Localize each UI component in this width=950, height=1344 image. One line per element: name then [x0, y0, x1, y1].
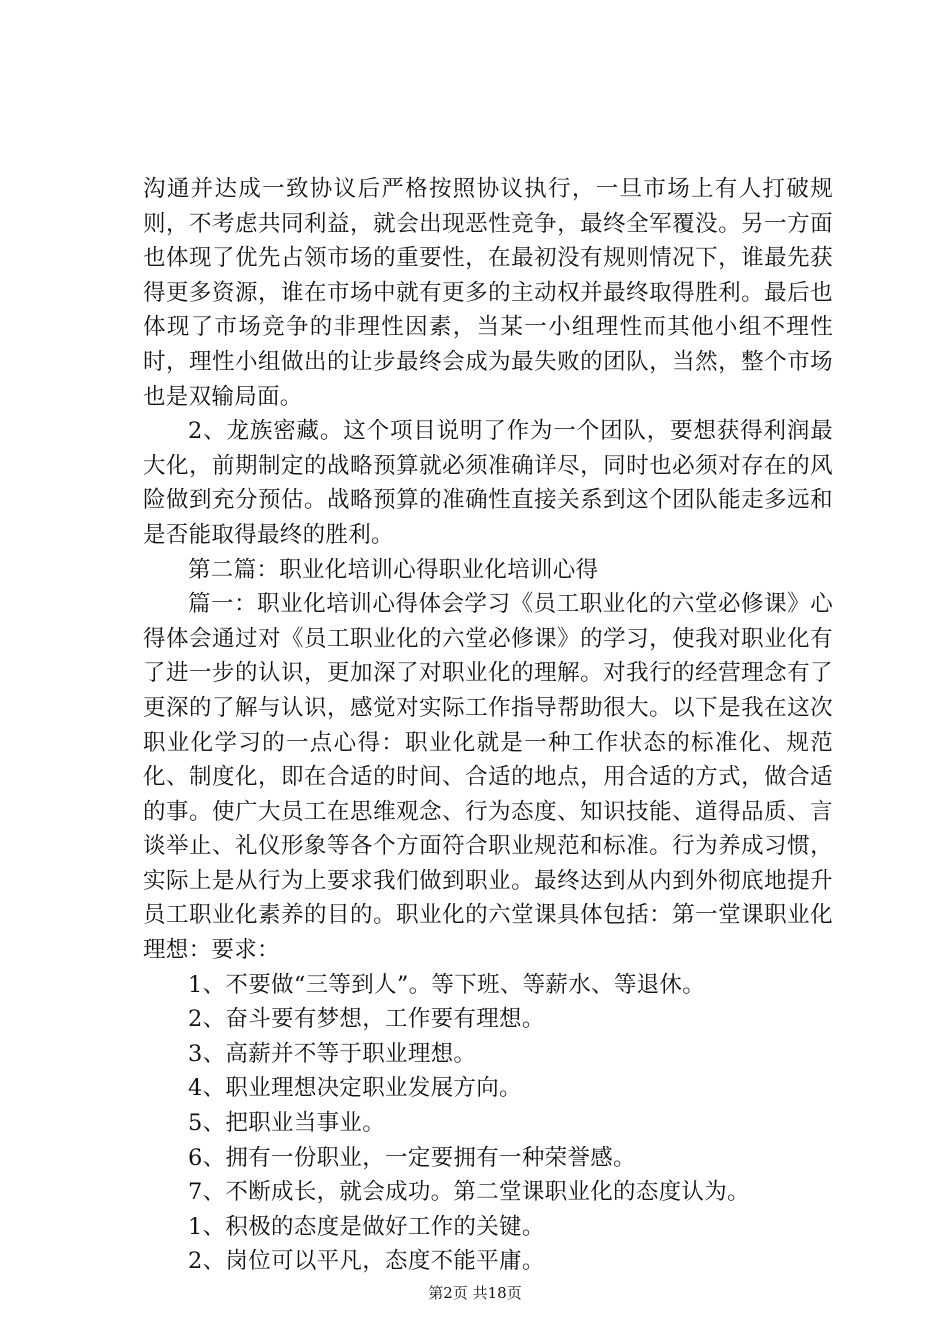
section-heading: 第二篇：职业化培训心得职业化培训心得	[188, 556, 599, 583]
page-number-footer: 第2页 共18页	[428, 1284, 522, 1302]
list-item-4: 4、职业理想决定职业发展方向。	[188, 1075, 522, 1102]
list-item-8: 1、积极的态度是做好工作的关键。	[188, 1213, 545, 1240]
list-item-7: 7、不断成长，就会成功。第二堂课职业化的态度认为。	[188, 1179, 750, 1206]
list-item-1: 1、不要做“三等到人”。等下班、等薪水、等退休。	[188, 971, 706, 998]
list-item-5: 5、把职业当事业。	[188, 1110, 386, 1137]
list-item-2: 2、奋斗要有梦想，工作要有理想。	[188, 1006, 545, 1033]
paragraph-1: 沟通并达成一致协议后严格按照协议执行，一旦市场上有人打破规则，不考虑共同利益，就会出现恶性竞争，最终全军覆没。另一方面也体现了优先占领市场的重要性，在最初没有规则情况下，谁最先获得更多资源，谁在市场中就有更多的主动权并最终取得胜利。最后也体现了市场竞争的非理性因素，当某一小组理性而其他小组不理性时，理性小组做出的让步最终会成为最失败的团队，当然，整个市场也是双输局面。	[143, 176, 833, 410]
paragraph-4: 篇一：职业化培训心得体会学习《员工职业化的六堂必修课》心得体会通过对《员工职业化的六堂必修课》的学习，使我对职业化有了进一步的认识，更加深了对职业化的理解。对我行的经营理念有了更深的了解与认识，感觉对实际工作指导帮助很大。以下是我在这次职业化学习的一点心得：职业化就是一种工作状态的标准化、规范化、制度化，即在合适的时间、合适的地点，用合适的方式，做合适的事。使广大员工在思维观念、行为态度、知识技能、道得品质、言谈举止、礼仪形象等各个方面符合职业规范和标准。行为养成习惯，实际上是从行为上要求我们做到职业。最终达到从内到外彻底地提升员工职业化素养的目的。职业化的六堂课具体包括：第一堂课职业化理想：要求：	[143, 591, 833, 964]
list-item-9: 2、岗位可以平凡，态度不能平庸。	[188, 1248, 545, 1275]
list-item-3: 3、高薪并不等于职业理想。	[188, 1040, 477, 1067]
list-item-6: 6、拥有一份职业，一定要拥有一种荣誉感。	[188, 1144, 636, 1171]
paragraph-2: 2、龙族密藏。这个项目说明了作为一个团队，要想获得利润最大化，前期制定的战略预算就必须准确详尽，同时也必须对存在的风险做到充分预估。战略预算的准确性直接关系到这个团队能走多远和是否能取得最终的胜利。	[143, 418, 833, 548]
document-body	[143, 172, 833, 1279]
